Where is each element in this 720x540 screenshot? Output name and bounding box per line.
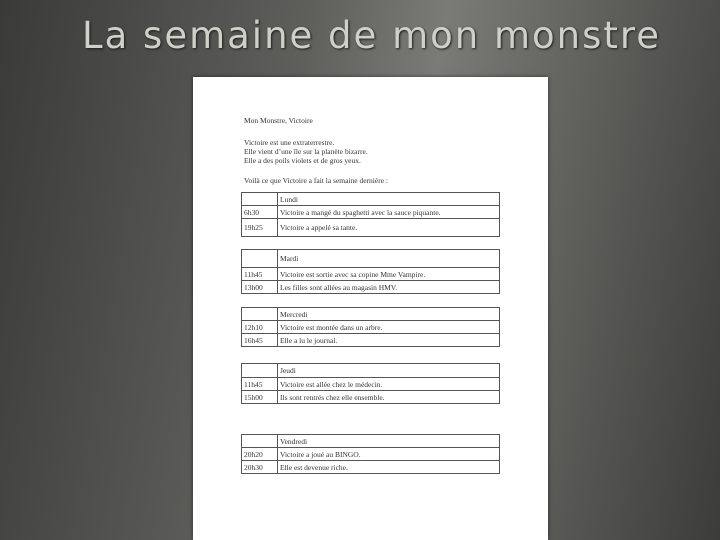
table-row [242, 378, 500, 391]
time-cell: 20h20 [242, 448, 278, 461]
table-row [242, 448, 500, 461]
table-row [242, 308, 500, 321]
time-cell [242, 250, 278, 268]
time-cell: 11h45 [242, 378, 278, 391]
day-table-lundi [241, 192, 500, 237]
slide-title: La semaine de mon monstre [82, 14, 662, 57]
table-row [242, 219, 500, 237]
day-table-mardi [241, 249, 500, 294]
activity-cell: Les filles sont allées au magasin HMV. [278, 281, 500, 294]
table-row [242, 391, 500, 404]
table-row [242, 461, 500, 474]
time-cell [242, 308, 278, 321]
day-name: Mardi [278, 250, 500, 268]
time-cell: 19h25 [242, 219, 278, 237]
time-cell: 6h30 [242, 206, 278, 219]
table-row [242, 193, 500, 206]
activity-cell: Elle a lu le journal. [278, 334, 500, 347]
time-cell: 20h30 [242, 461, 278, 474]
activity-cell: Victoire est sortie avec sa copine Mme Vampire. [278, 268, 500, 281]
time-cell: 12h10 [242, 321, 278, 334]
activity-cell: Victoire a mangé du spaghetti avec la sauce piquante. [278, 206, 500, 219]
table-row [242, 321, 500, 334]
table-row [242, 435, 500, 448]
day-name: Jeudi [278, 364, 500, 378]
document-lead: Voilà ce que Victoire a fait la semaine dernière : [244, 176, 389, 185]
time-cell [242, 193, 278, 206]
time-cell: 15h00 [242, 391, 278, 404]
document-page [193, 77, 548, 540]
table-row [242, 334, 500, 347]
activity-cell: Victoire a appelé sa tante. [278, 219, 500, 237]
day-name: Vendredi [278, 435, 500, 448]
time-cell [242, 364, 278, 378]
table-row [242, 364, 500, 378]
intro-line: Elle a des poils violets et de gros yeux. [244, 156, 361, 165]
table-row [242, 206, 500, 219]
intro-line: Elle vient d’une île sur la planète bizarre. [244, 147, 368, 156]
day-table-vendredi [241, 434, 500, 474]
activity-cell: Ils sont rentrés chez elle ensemble. [278, 391, 500, 404]
time-cell: 13h00 [242, 281, 278, 294]
activity-cell: Victoire est allée chez le médecin. [278, 378, 500, 391]
day-name: Lundi [278, 193, 500, 206]
table-row [242, 250, 500, 268]
time-cell [242, 435, 278, 448]
activity-cell: Elle est devenue riche. [278, 461, 500, 474]
activity-cell: Victoire est montée dans un arbre. [278, 321, 500, 334]
intro-line: Victoire est une extraterrestre. [244, 138, 335, 147]
time-cell: 16h45 [242, 334, 278, 347]
table-row [242, 268, 500, 281]
day-table-jeudi [241, 363, 500, 404]
table-row [242, 281, 500, 294]
document-heading: Mon Monstre, Victoire [244, 116, 313, 125]
time-cell: 11h45 [242, 268, 278, 281]
activity-cell: Victoire a joué au BINGO. [278, 448, 500, 461]
day-table-mercredi [241, 307, 500, 347]
day-name: Mercredi [278, 308, 500, 321]
